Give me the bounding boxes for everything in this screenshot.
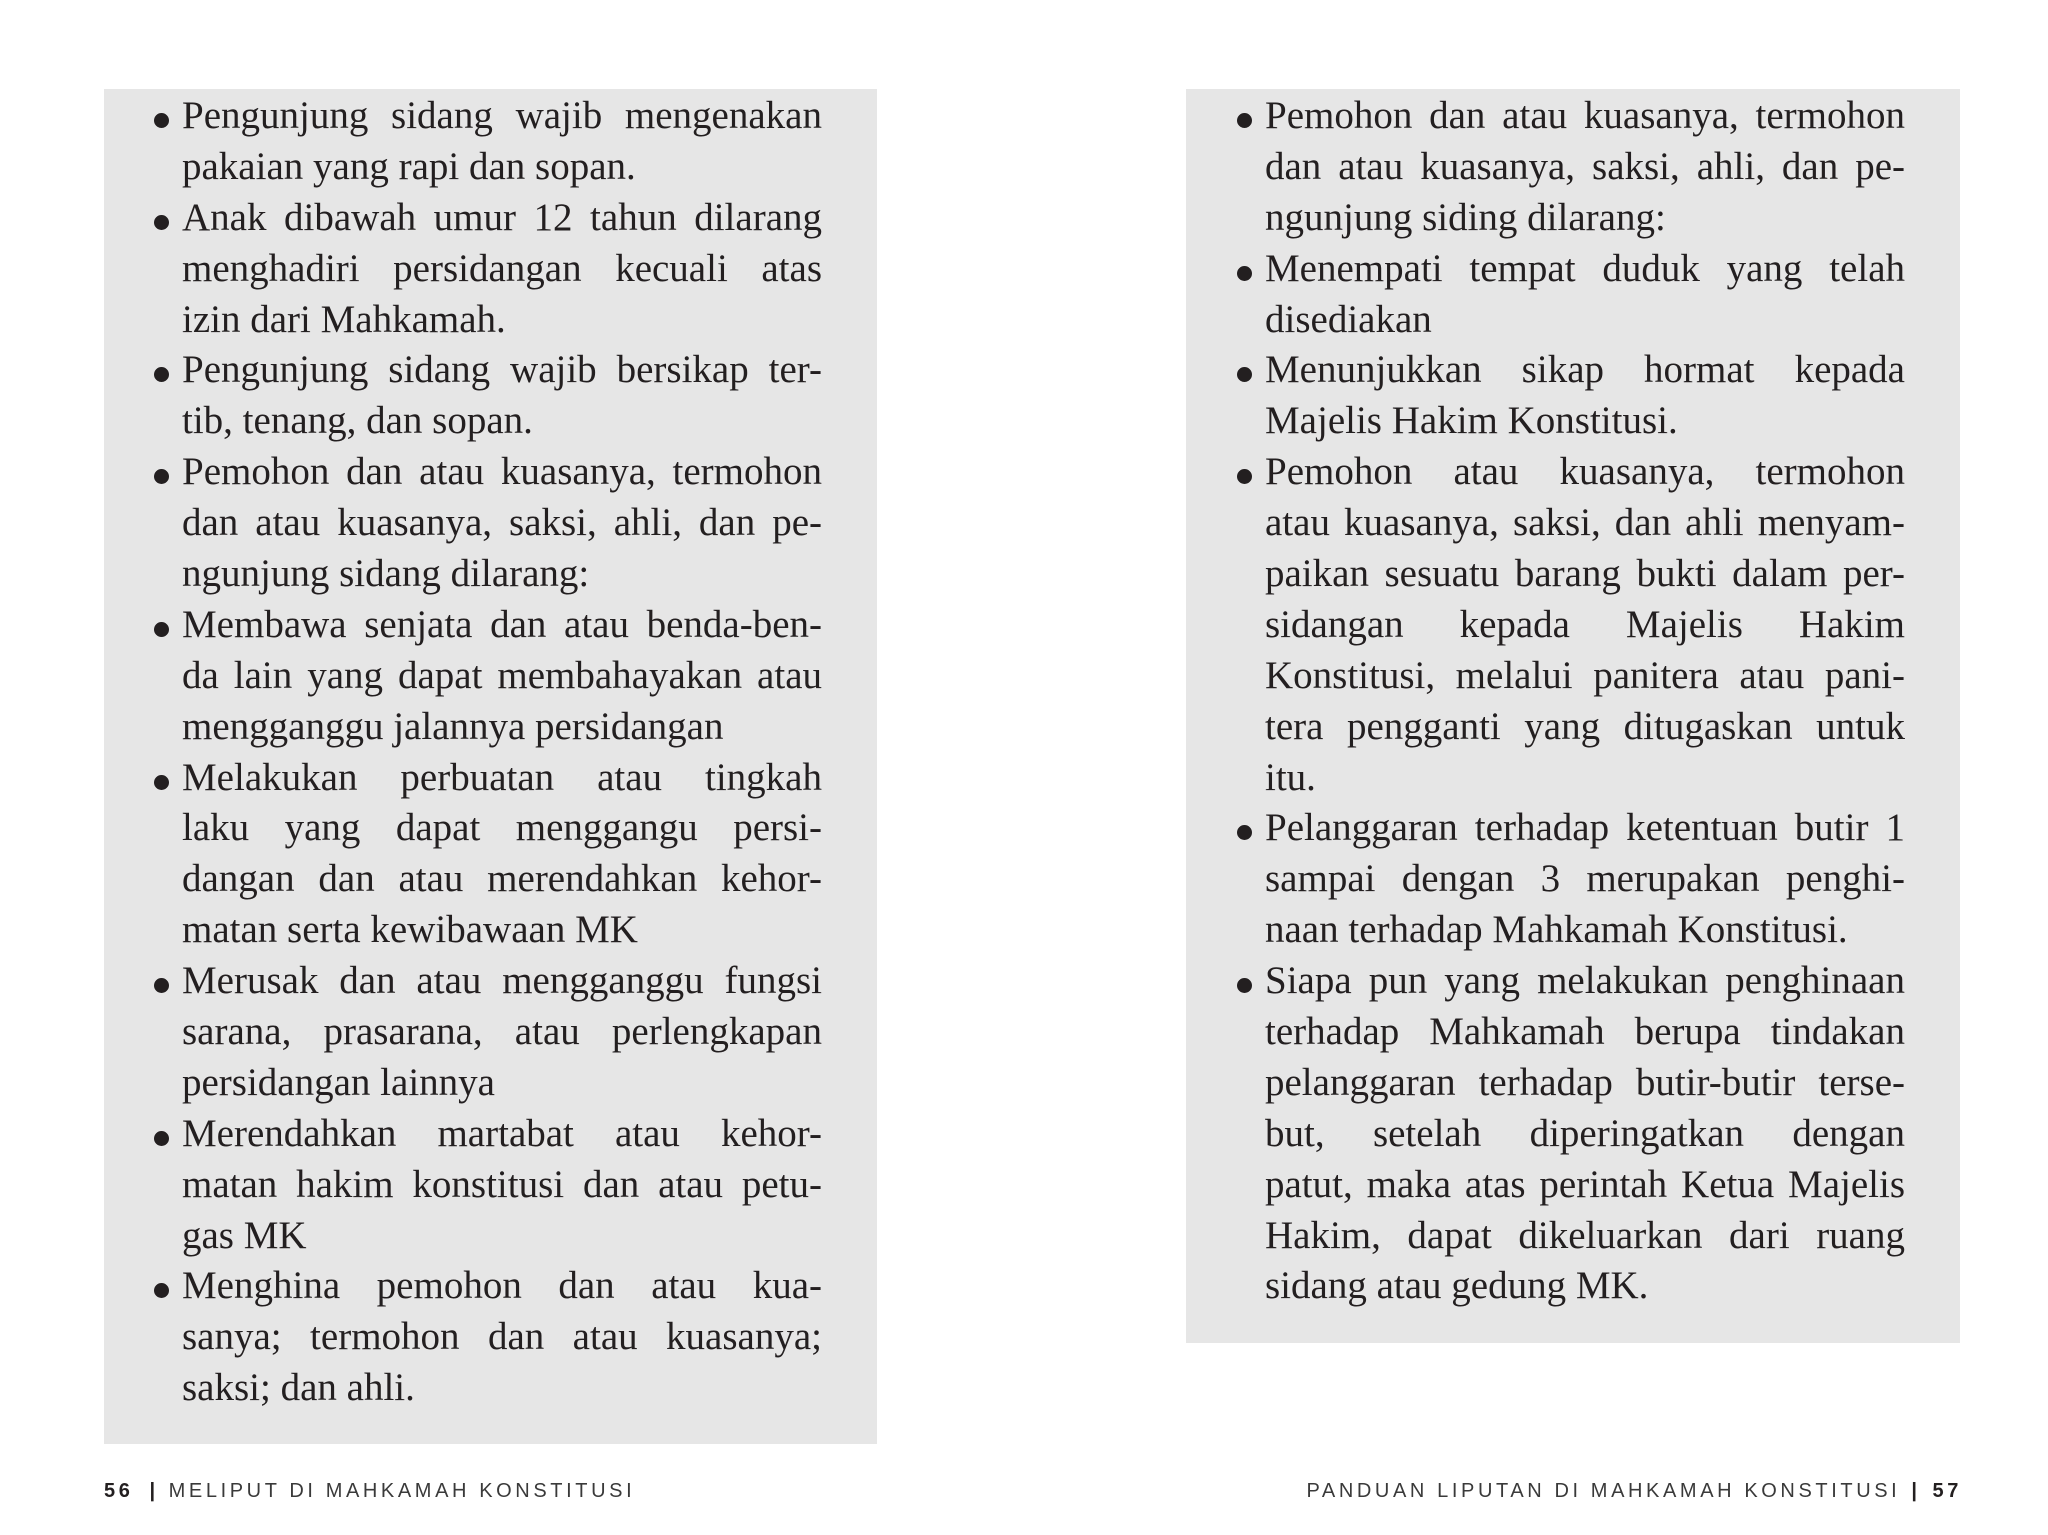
bullet-icon	[1237, 266, 1252, 281]
bullet-icon	[1237, 469, 1252, 484]
right-page-footer	[1306, 1478, 1962, 1504]
text-line: Menghina pemohon dan atau kua-	[182, 1264, 822, 1308]
bullet-icon	[154, 113, 169, 128]
bullet-icon	[1237, 825, 1252, 840]
text-line: terhadap Mahkamah berupa tindakan	[1265, 1010, 1905, 1054]
bullet-icon	[154, 1283, 169, 1298]
page-number: 56	[104, 1480, 134, 1502]
text-line: dan atau kuasanya, saksi, ahli, dan pe-	[182, 501, 822, 545]
bullet-item	[1265, 345, 1905, 447]
bullet-icon	[154, 775, 169, 790]
text-line: Hakim, dapat dikeluarkan dari ruang	[1265, 1213, 1905, 1257]
text-line: da lain yang dapat membahayakan atau	[182, 653, 822, 697]
text-line: tera pengganti yang ditugaskan untuk	[1265, 704, 1905, 748]
left-page-panel	[104, 89, 877, 1444]
text-line: atau kuasanya, saksi, dan ahli menyam-	[1265, 501, 1905, 545]
text-line: Pemohon dan atau kuasanya, termohon	[182, 450, 822, 494]
bullet-item	[182, 193, 822, 346]
bullet-icon	[154, 622, 169, 637]
text-line: Pelanggaran terhadap ketentuan butir 1	[1265, 806, 1905, 850]
text-line: ngunjung siding dilarang:	[1265, 195, 1666, 239]
text-line: itu.	[1265, 755, 1316, 799]
text-line: matan hakim konstitusi dan atau petu-	[182, 1162, 822, 1206]
bullet-item	[1265, 91, 1905, 244]
text-line: Menempati tempat duduk yang telah	[1265, 246, 1905, 290]
running-title: PANDUAN LIPUTAN DI MAHKAMAH KONSTITUSI	[1306, 1480, 1901, 1502]
footer-separator: |	[1911, 1480, 1921, 1502]
text-line: disediakan	[1265, 297, 1432, 341]
text-line: sampai dengan 3 merupakan penghi-	[1265, 857, 1905, 901]
text-line: Majelis Hakim Konstitusi.	[1265, 399, 1678, 443]
text-line: Menunjukkan sikap hormat kepada	[1265, 348, 1905, 392]
text-line: patut, maka atas perintah Ketua Majelis	[1265, 1162, 1905, 1206]
text-line: gas MK	[182, 1213, 307, 1257]
text-line: Pengunjung sidang wajib mengenakan	[182, 94, 822, 137]
text-line: Pemohon atau kuasanya, termohon	[1265, 450, 1905, 494]
bullet-item	[182, 956, 822, 1109]
text-line: Merusak dan atau mengganggu fungsi	[182, 959, 822, 1003]
running-title: MELIPUT DI MAHKAMAH KONSTITUSI	[168, 1480, 636, 1502]
text-line: Pemohon dan atau kuasanya, termohon	[1265, 94, 1905, 137]
bullet-item	[182, 1109, 822, 1262]
text-line: tib, tenang, dan sopan.	[182, 399, 533, 443]
bullet-item	[1265, 803, 1905, 956]
text-line: pelanggaran terhadap butir-butir terse-	[1265, 1060, 1905, 1104]
text-line: izin dari Mahkamah.	[182, 297, 506, 341]
text-line: mengganggu jalannya persidangan	[182, 704, 724, 748]
text-line: Anak dibawah umur 12 tahun dilarang	[182, 195, 822, 239]
bullet-item	[1265, 244, 1905, 346]
bullet-icon	[154, 469, 169, 484]
text-line: but, setelah diperingatkan dengan	[1265, 1111, 1905, 1155]
page-number: 57	[1932, 1480, 1962, 1502]
bullet-item	[1265, 447, 1905, 803]
text-line: sidang atau gedung MK.	[1265, 1264, 1649, 1308]
text-line: sanya; termohon dan atau kuasanya;	[182, 1315, 822, 1359]
bullet-item	[1265, 956, 1905, 1312]
text-line: ngunjung sidang dilarang:	[182, 552, 590, 596]
bullet-item	[182, 345, 822, 447]
text-line: paikan sesuatu barang bukti dalam per-	[1265, 552, 1905, 596]
bullet-icon	[154, 367, 169, 382]
bullet-item	[182, 1261, 822, 1414]
text-line: Siapa pun yang melakukan penghinaan	[1265, 959, 1905, 1003]
text-line: saksi; dan ahli.	[182, 1366, 415, 1410]
bullet-item	[182, 91, 822, 193]
bullet-item	[182, 447, 822, 600]
bullet-icon	[154, 1131, 169, 1146]
text-line: naan terhadap Mahkamah Konstitusi.	[1265, 908, 1848, 952]
right-bullet-list	[1265, 91, 1905, 1312]
footer-separator: |	[149, 1480, 159, 1502]
text-line: Konstitusi, melalui panitera atau pani-	[1265, 653, 1905, 697]
text-line: Melakukan perbuatan atau tingkah	[182, 755, 822, 799]
bullet-icon	[1237, 367, 1252, 382]
right-page-panel	[1186, 89, 1960, 1343]
text-line: dangan dan atau merendahkan kehor-	[182, 857, 822, 901]
text-line: Membawa senjata dan atau benda-ben-	[182, 602, 822, 646]
bullet-icon	[1237, 113, 1252, 128]
text-line: Merendahkan martabat atau kehor-	[182, 1111, 822, 1155]
bullet-item	[182, 600, 822, 753]
text-line: persidangan lainnya	[182, 1060, 495, 1104]
bullet-icon	[154, 215, 169, 230]
text-line: menghadiri persidangan kecuali atas	[182, 246, 822, 290]
text-line: pakaian yang rapi dan sopan.	[182, 144, 636, 188]
text-line: Pengunjung sidang wajib bersikap ter-	[182, 348, 822, 392]
bullet-icon	[154, 978, 169, 993]
text-line: dan atau kuasanya, saksi, ahli, dan pe-	[1265, 144, 1905, 188]
left-page-footer	[104, 1478, 635, 1504]
text-line: sarana, prasarana, atau perlengkapan	[182, 1010, 822, 1054]
bullet-item	[182, 753, 822, 957]
left-bullet-list	[182, 91, 822, 1414]
text-line: matan serta kewibawaan MK	[182, 908, 638, 952]
text-line: sidangan kepada Majelis Hakim	[1265, 602, 1905, 646]
bullet-icon	[1237, 978, 1252, 993]
text-line: laku yang dapat menggangu persi-	[182, 806, 822, 850]
